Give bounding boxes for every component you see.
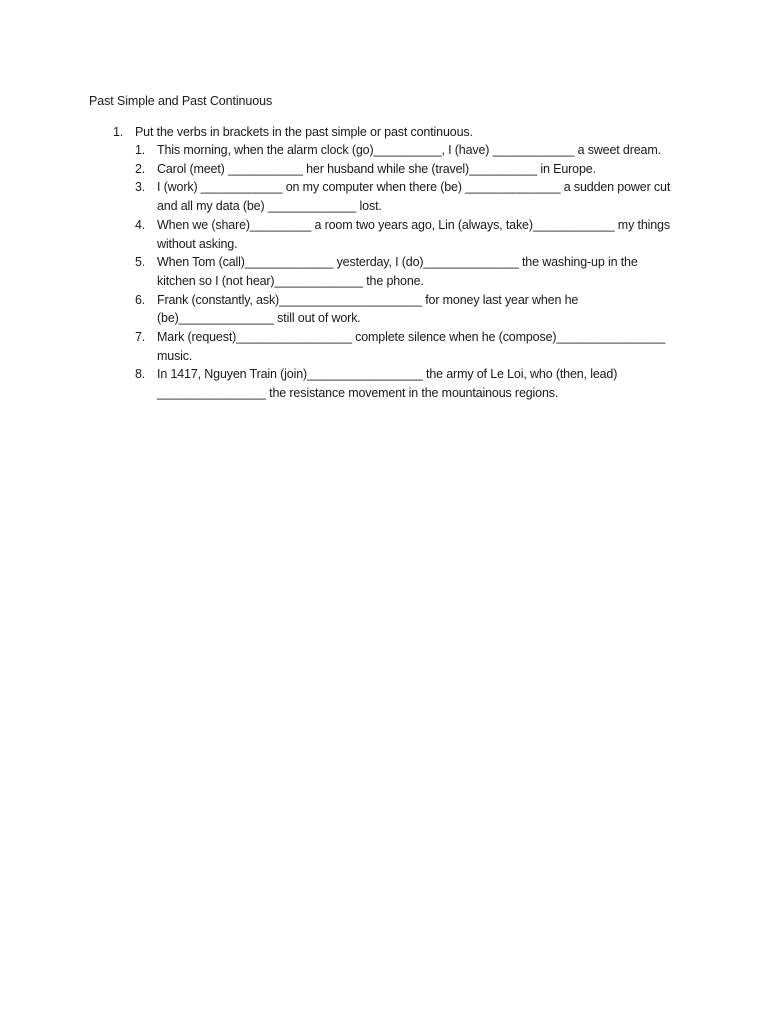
exercise-item bbox=[135, 291, 713, 328]
exercise-item bbox=[135, 160, 713, 179]
task-instruction-line bbox=[113, 123, 713, 141]
task-instruction: Put the verbs in brackets in the past simple or past continuous. bbox=[135, 125, 473, 139]
exercise-items bbox=[135, 141, 713, 403]
item-text: This morning, when the alarm clock (go)__________, I (have) ____________ a sweet dream. bbox=[157, 143, 661, 157]
item-number: 4. bbox=[135, 217, 146, 232]
item-text: I (work) ____________ on my computer when there (be) ______________ a sudden power cut and all my data (be) _____________ lost. bbox=[157, 180, 671, 214]
item-text: When we (share)_________ a room two years ago, Lin (always, take)____________ my things without asking. bbox=[157, 217, 670, 251]
exercise-item bbox=[135, 365, 713, 402]
exercise-task bbox=[113, 123, 713, 403]
item-number: 1. bbox=[135, 143, 146, 157]
exercise-item bbox=[135, 328, 713, 365]
page-title: Past Simple and Past Continuous bbox=[89, 94, 273, 108]
item-text: In 1417, Nguyen Train (join)_________________ the army of Le Loi, who (then, lead) ________________ the resistance movement in the mountainous regions. bbox=[157, 367, 618, 401]
item-number: 5. bbox=[135, 255, 146, 270]
task-number: 1. bbox=[113, 125, 124, 139]
item-text: Frank (constantly, ask)_____________________ for money last year when he (be)______________ still out of work. bbox=[157, 292, 579, 326]
item-number: 6. bbox=[135, 292, 146, 307]
item-number: 8. bbox=[135, 367, 146, 382]
item-number: 7. bbox=[135, 330, 146, 345]
exercise-item bbox=[135, 253, 713, 290]
item-number: 3. bbox=[135, 180, 146, 195]
item-text: Carol (meet) ___________ her husband while she (travel)__________ in Europe. bbox=[157, 161, 596, 176]
item-text: Mark (request)_________________ complete silence when he (compose)________________ music. bbox=[157, 330, 666, 363]
item-text: When Tom (call)_____________ yesterday, I (do)______________ the washing-up in the kitchen so I (not hear)_____________ the phone. bbox=[157, 255, 638, 288]
item-number: 2. bbox=[135, 161, 146, 176]
exercise-item bbox=[135, 178, 713, 215]
exercise-item bbox=[135, 141, 713, 160]
exercise-item bbox=[135, 216, 713, 253]
